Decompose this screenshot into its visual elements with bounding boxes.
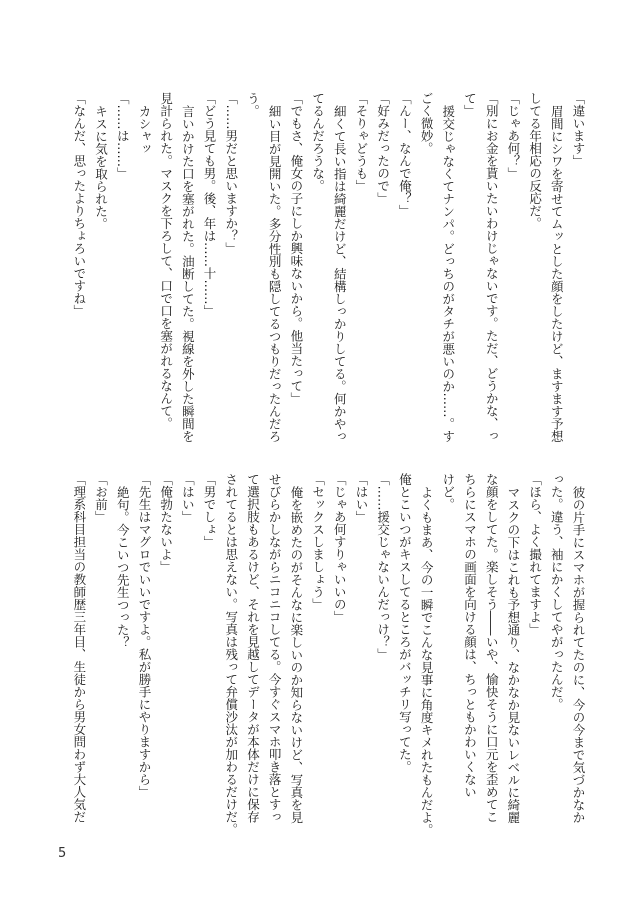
narration-line: してる年相応の反応だ。 <box>527 92 543 230</box>
narration-line: 見計られた。マスクを下ろして、口で口を塞がれるなんて。 <box>158 92 174 430</box>
dialogue-line: 「理系科目担当の教師歴三年目、生徒から男女問わず大人気だ <box>71 473 87 823</box>
dialogue-line: 「男でしょ」 <box>202 473 218 548</box>
narration-line: よくもまあ、今の一瞬でこんな見事に角度キメれたもんだよ。 <box>419 485 435 836</box>
top-text-block <box>68 92 589 442</box>
narration-line: されてるとは思えない。写真は残って弁償沙汰が加わるだけだ。 <box>223 473 239 836</box>
narration-line: 眉間にシワを寄せてムッとした顔をしたけど、ますます予想 <box>549 104 565 442</box>
bottom-text-block <box>68 473 589 836</box>
sound-effect-line: カシャッ <box>136 104 152 155</box>
narration-line: 援交じゃなくてナンパ。どっちのがタチが悪いのか……。す <box>440 104 456 442</box>
narration-line: ちらにスマホの画面を向ける顔は、ちっともかわいくない <box>462 473 478 798</box>
dialogue-line: 「お前」 <box>93 473 109 523</box>
dialogue-line: 「……援交じゃないんだっけ？」 <box>375 473 391 661</box>
narration-line: 細くて長い指は綺麗だけど、結構しっかりしてる。何かやっ <box>332 104 348 442</box>
dialogue-line: 「じゃあ何？」 <box>505 92 521 180</box>
narration-line: 俺を嵌めたのがそんなに楽しいのか知らないけど、写真を見 <box>288 485 304 823</box>
narration-line: てるんだろうな。 <box>310 92 326 192</box>
dialogue-line: 「どう見ても男。後、年は……十……」 <box>202 92 218 317</box>
narration-line: マスクの下はこれも予想通り、なかなか見ないレベルに綺麗 <box>505 485 521 823</box>
narration-line: 絶句。今こいつ先生つった？ <box>115 485 131 648</box>
narration-line: う。 <box>245 92 261 117</box>
narration-line: 細い目が見開いた。多分性別も隠してるつもりだったんだろ <box>267 104 283 442</box>
narration-line: 言いかけた口を塞がれた。油断してた。視線を外した瞬間を <box>180 104 196 442</box>
narration-line: ごく微妙。 <box>419 92 435 155</box>
narration-line: せびらかしながらニコニコしてる。今すぐスマホ叩き落とすっ <box>267 473 283 823</box>
narration-line: 俺とこいつがキスしてるところがバッチリ写ってた。 <box>397 473 413 773</box>
narration-line: て選択肢もあるけど、それを見越してデータが本体だけに保存 <box>245 473 261 823</box>
dialogue-line: 「ほら、よく撮れてますよ」 <box>527 473 543 636</box>
dialogue-line: 「んー、なんで俺？」 <box>397 92 413 217</box>
page-number: 5 <box>58 846 67 861</box>
narration-line: けど。 <box>440 473 456 511</box>
dialogue-line: 「はい」 <box>353 473 369 523</box>
dialogue-line: て」 <box>462 92 478 117</box>
narration-line: キスに気を取られた。 <box>93 104 109 230</box>
narration-line: な顔をしてた。楽しそう――いや、愉快そうに口元を歪めてこ <box>484 473 500 823</box>
dialogue-line: 「じゃあ何すりゃいいの」 <box>332 473 348 623</box>
narration-line: 彼の片手にスマホが握られてたのに、今の今まで気づかなか <box>571 485 586 823</box>
dialogue-line: 「なんだ、思ったよりちょろいですね」 <box>71 92 87 317</box>
dialogue-line: 「はい」 <box>180 473 196 523</box>
dialogue-line: 「別にお金を貰いたいわけじゃないです。ただ、どうかな、っ <box>484 92 500 442</box>
dialogue-line: 「違います」 <box>571 92 586 167</box>
dialogue-line: 「……男だと思いますか？」 <box>223 92 239 255</box>
dialogue-line: 「でもさ、俺女の子にしか興味ないから。他当たって」 <box>288 92 304 405</box>
dialogue-line: 「セックスしましょう」 <box>310 473 326 611</box>
dialogue-line: 「そりゃどうも」 <box>353 92 369 192</box>
dialogue-line: 「……は……」 <box>115 92 131 180</box>
dialogue-line: 「先生はマグロでいいですよ。私が勝手にやりますから」 <box>136 473 152 798</box>
narration-line: った。違う、袖にかくしてやがったんだ。 <box>549 473 565 711</box>
dialogue-line: 「俺勃たないよ」 <box>158 473 174 573</box>
dialogue-line: 「好みだったので」 <box>375 92 391 205</box>
